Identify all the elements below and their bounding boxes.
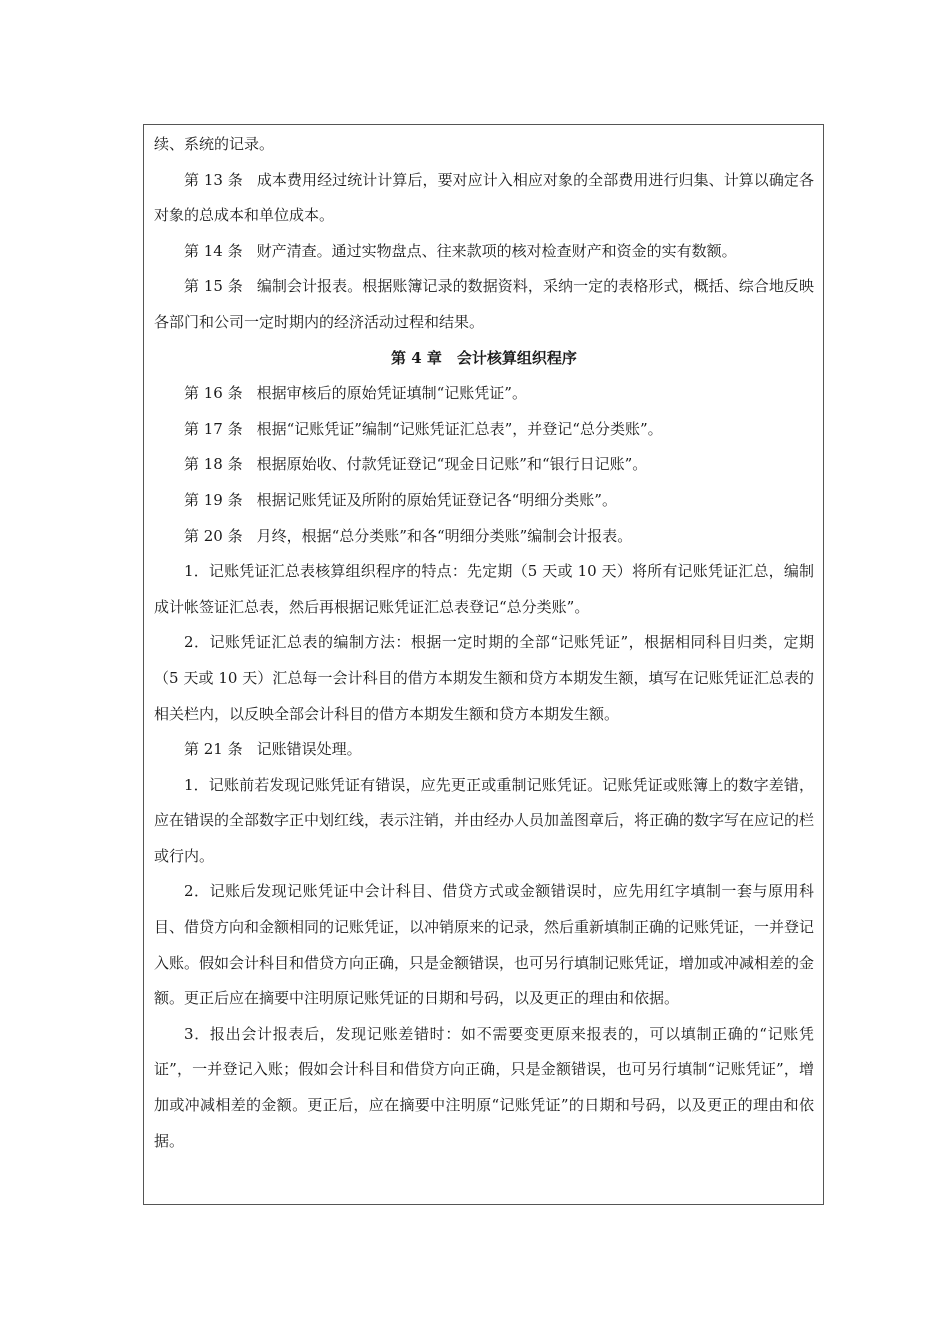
article-21: [154, 732, 814, 768]
article-20-item-2: 2．记账凭证汇总表的编制方法：根据一定时期的全部“记账凭证”，根据相同科目归类，定期（5 天或 10 天）汇总每一会计科目的借方本期发生额和贷方本期发生额，填写在记账凭证汇总表的相关栏内，以反映全部会计科目的借方本期发生额和贷方本期发生额。: [154, 633, 814, 723]
continuation-paragraph: 续、系统的记录。: [154, 135, 275, 153]
document-frame: [143, 124, 824, 1205]
article-number: 第 16 条: [184, 384, 243, 403]
article-number: 第 18 条: [184, 455, 243, 474]
article-15: [154, 269, 814, 340]
article-21-item-3: 3．报出会计报表后，发现记账差错时：如不需要变更原来报表的，可以填制正确的“记账凭证”，一并登记入账；假如会计科目和借贷方向正确，只是金额错误，也可另行填制“记账凭证”，增加或冲减相差的金额。更正后，应在摘要中注明原“记账凭证”的日期和号码，以及更正的理由和依据。: [154, 1024, 814, 1150]
article-number: 第 17 条: [184, 419, 243, 438]
article-21-item-1: 1．记账前若发现记账凭证有错误，应先更正或重制记账凭证。记账凭证或账簿上的数字差错，应在错误的全部数字正中划红线，表示注销，并由经办人员加盖图章后，将正确的数字写在应记的栏或行内。: [154, 775, 815, 865]
article-21-item-2: 2．记账后发现记账凭证中会计科目、借贷方式或金额错误时，应先用红字填制一套与原用科目、借贷方向和金额相同的记账凭证，以冲销原来的记录，然后重新填制正确的记账凭证，一并登记入账。假如会计科目和借贷方向正确，只是金额错误，也可另行填制记账凭证，增加或冲减相差的金额。更正后应在摘要中注明原记账凭证的日期和号码，以及更正的理由和依据。: [154, 882, 815, 1008]
article-number: 第 20 条: [184, 526, 243, 545]
article-text: 根据原始收、付款凭证登记“现金日记账”和“银行日记账”。: [256, 455, 648, 474]
article-13: [154, 163, 814, 234]
chapter-heading: 第 4 章 会计核算组织程序: [391, 348, 577, 367]
article-14: [154, 234, 814, 270]
article-text: 编制会计报表。根据账簿记录的数据资料，采纳一定的表格形式，概括、综合地反映各部门和公司一定时期内的经济活动过程和结果。: [154, 277, 814, 331]
article-text: 成本费用经过统计计算后，要对应计入相应对象的全部费用进行归集、计算以确定各对象的总成本和单位成本。: [154, 170, 814, 225]
article-20: [154, 519, 814, 555]
article-text: 财产清查。通过实物盘点、往来款项的核对检查财产和资金的实有数额。: [256, 241, 737, 260]
article-number: 第 19 条: [184, 490, 243, 509]
article-20-item-1: 1．记账凭证汇总表核算组织程序的特点：先定期（5 天或 10 天）将所有记账凭证汇总，编制成计帐签证汇总表，然后再根据记账凭证汇总表登记“总分类账”。: [154, 562, 814, 616]
article-text: 根据审核后的原始凭证填制“记账凭证”。: [256, 384, 527, 403]
article-18: [154, 447, 814, 483]
article-number: 第 21 条: [184, 740, 243, 759]
article-16: [154, 376, 814, 412]
article-text: 月终，根据“总分类账”和各“明细分类账”编制会计报表。: [256, 526, 633, 545]
article-17: [154, 412, 814, 448]
article-19: [154, 483, 814, 519]
article-text: 记账错误处理。: [256, 740, 362, 759]
article-number: 第 15 条: [184, 277, 243, 296]
article-text: 根据“记账凭证”编制“记账凭证汇总表”，并登记“总分类账”。: [256, 419, 663, 438]
article-number: 第 14 条: [184, 241, 243, 260]
article-number: 第 13 条: [184, 170, 243, 189]
article-text: 根据记账凭证及所附的原始凭证登记各“明细分类账”。: [256, 490, 617, 509]
